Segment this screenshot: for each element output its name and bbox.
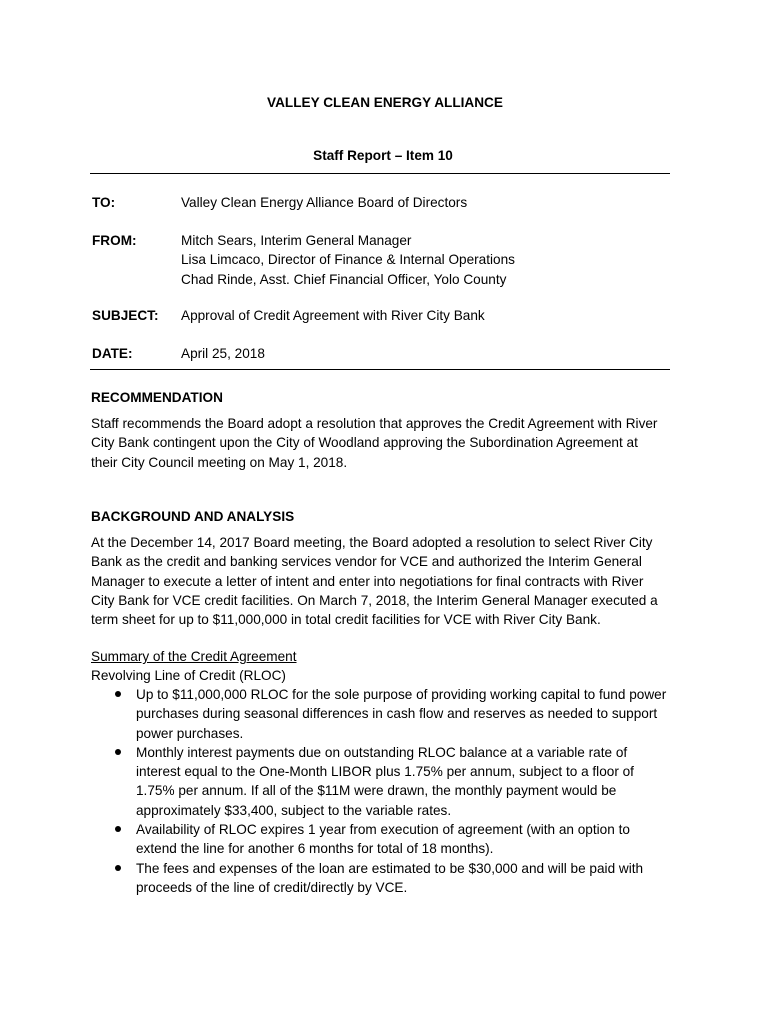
paragraph-line: Manager to execute a letter of intent and enter into negotiations for final contracts with River [91, 573, 644, 589]
list-item [91, 859, 711, 898]
report-title: Staff Report – Item 10 [313, 148, 453, 163]
from-line: Mitch Sears, Interim General Manager [181, 233, 412, 248]
list-item [91, 743, 711, 820]
list-item [91, 820, 711, 859]
bullet-line: The fees and expenses of the loan are estimated to be $30,000 and will be paid with [136, 860, 644, 876]
from-value [181, 231, 515, 289]
recommendation-paragraph [91, 414, 691, 472]
from-line: Chad Rinde, Asst. Chief Financial Officer, Yolo County [181, 271, 507, 287]
recommendation-heading: RECOMMENDATION [91, 390, 223, 405]
background-paragraph [91, 533, 691, 629]
paragraph-line: City Bank contingent upon the City of Woodland approving the Subordination Agreement at [91, 435, 638, 451]
bullet-icon [115, 865, 121, 871]
bullet-line: interest equal to the One-Month LIBOR plus 1.75% per annum, subject to a floor of [136, 764, 634, 780]
paragraph-line: term sheet for up to $11,000,000 in total credit facilities for VCE with River City Bank. [91, 612, 601, 628]
list-item [91, 685, 711, 743]
rloc-subheading: Revolving Line of Credit (RLOC) [91, 668, 286, 683]
bullet-icon [115, 826, 121, 832]
from-line: Lisa Limcaco, Director of Finance & Internal Operations [181, 252, 515, 268]
organization-title: VALLEY CLEAN ENERGY ALLIANCE [267, 95, 503, 110]
bullet-line: Availability of RLOC expires 1 year from execution of agreement (with an option to [136, 822, 630, 838]
paragraph-line: Bank as the credit and banking services vendor for VCE and authorized the Interim General [91, 554, 642, 570]
bottom-divider [90, 369, 670, 370]
top-divider [90, 173, 670, 174]
summary-heading: Summary of the Credit Agreement [91, 649, 297, 664]
paragraph-line: their City Council meeting on May 1, 2018. [91, 454, 348, 470]
paragraph-line: At the December 14, 2017 Board meeting, the Board adopted a resolution to select River City [91, 535, 653, 550]
to-value: Valley Clean Energy Alliance Board of Directors [181, 195, 468, 210]
from-label: FROM: [92, 233, 137, 248]
bullet-icon [115, 691, 121, 697]
to-label: TO: [92, 195, 116, 210]
bullet-line: Up to $11,000,000 RLOC for the sole purpose of providing working capital to fund power [136, 687, 667, 702]
rloc-bullet-list [91, 685, 711, 897]
date-value: April 25, 2018 [181, 346, 265, 361]
date-label: DATE: [92, 346, 133, 361]
paragraph-line: City Bank for VCE credit facilities. On March 7, 2018, the Interim General Manager executed a [91, 592, 658, 608]
subject-label: SUBJECT: [92, 308, 159, 323]
bullet-line: extend the line for another 6 months for total of 18 months). [136, 841, 494, 857]
subject-value: Approval of Credit Agreement with River City Bank [181, 308, 485, 323]
background-heading: BACKGROUND AND ANALYSIS [91, 509, 295, 524]
bullet-line: Monthly interest payments due on outstanding RLOC balance at a variable rate of [136, 744, 628, 760]
bullet-line: purchases during seasonal differences in cash flow and reserves as needed to support [136, 706, 658, 722]
bullet-icon [115, 749, 121, 755]
bullet-line: 1.75% per annum. If all of the $11M were drawn, the monthly payment would be [136, 783, 617, 799]
bullet-line: proceeds of the line of credit/directly by VCE. [136, 879, 408, 895]
paragraph-line: Staff recommends the Board adopt a resolution that approves the Credit Agreement with River [91, 416, 658, 431]
bullet-line: power purchases. [136, 725, 244, 741]
bullet-line: approximately $33,400, subject to the variable rates. [136, 802, 452, 818]
